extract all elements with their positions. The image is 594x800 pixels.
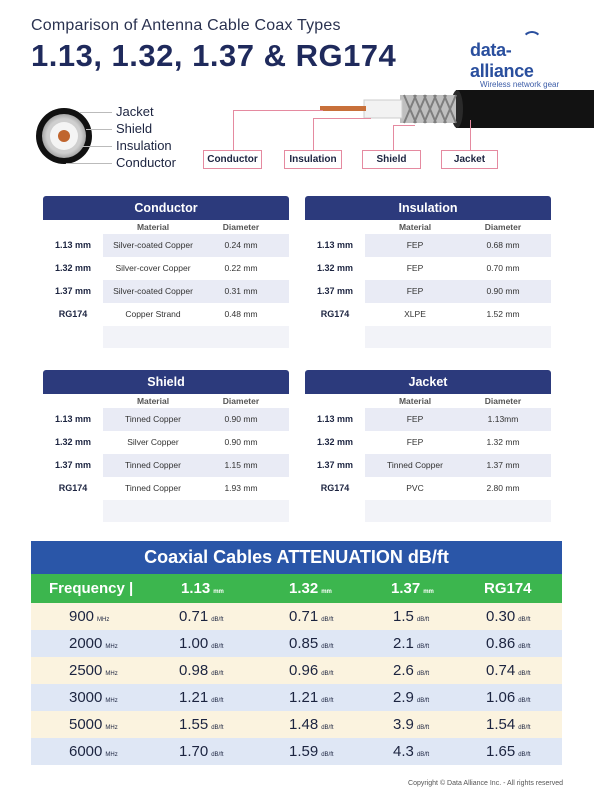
attenuation-value: 1.06 dB/ft [486,689,531,706]
table-row: 1.13 mm Tinned Copper 0.90 mm [43,408,289,431]
attenuation-value: 4.3 dB/ft [393,743,430,760]
brand-logo [470,40,570,89]
callout-shield: Shield [362,150,421,169]
table-row: 1.32 mm FEP 0.70 mm [316,263,520,273]
attenuation-value: 1.48 dB/ft [289,716,334,733]
table-row: 1.13 mm FEP 1.13mm [305,408,551,431]
insulation-table [305,196,551,348]
conductor-table [43,196,289,348]
column-header: 1.37 mm [391,580,434,597]
attenuation-value: 0.74 dB/ft [486,662,531,679]
column-header-diameter: Diameter [222,396,260,406]
attenuation-title: Coaxial Cables ATTENUATION dB/ft [31,541,562,574]
page-title: 1.13, 1.32, 1.37 & RG174 [31,38,397,73]
table-row: 1.37 mm Tinned Copper 1.37 mm [305,454,551,477]
attenuation-value: 0.85 dB/ft [289,635,334,652]
attenuation-value: 0.96 dB/ft [289,662,334,679]
attenuation-value: 1.65 dB/ft [486,743,531,760]
table-title: Conductor [43,196,289,220]
table-row [31,657,562,684]
table-row: 1.13 mm FEP 0.68 mm [305,234,551,257]
column-header: 1.32 mm [289,580,332,597]
table-row: RG174 XLPE 1.52 mm [320,309,520,319]
cable-cross-section-icon [36,108,92,164]
frequency-cell: 2000 MHz [69,635,118,652]
table-row: 1.13 mm Silver-coated Copper 0.24 mm [43,234,289,257]
attenuation-table [31,541,562,769]
column-header-diameter: Diameter [484,222,522,232]
column-header-material: Material [398,222,432,232]
table-title: Insulation [305,196,551,220]
attenuation-value: 2.6 dB/ft [393,662,430,679]
frequency-header: Frequency | [49,580,134,597]
attenuation-value: 1.70 dB/ft [179,743,224,760]
callout-insulation: Insulation [284,150,342,169]
jacket-table [305,370,551,522]
column-header-diameter: Diameter [484,396,522,406]
attenuation-value: 1.54 dB/ft [486,716,531,733]
attenuation-value: 0.30 dB/ft [486,608,531,625]
layer-label-insulation: Insulation [116,138,172,153]
table-row: 1.32 mm FEP 1.32 mm [316,437,520,447]
attenuation-value: 1.00 dB/ft [179,635,224,652]
shield-table [43,370,289,522]
attenuation-value: 0.71 dB/ft [289,608,334,625]
table-title: Shield [43,370,289,394]
attenuation-value: 1.55 dB/ft [179,716,224,733]
attenuation-value: 0.86 dB/ft [486,635,531,652]
frequency-cell: 2500 MHz [69,662,118,679]
table-row: 1.32 mm Silver-cover Copper 0.22 mm [54,263,258,273]
column-header-material: Material [136,222,170,232]
frequency-cell: 5000 MHz [69,716,118,733]
layer-label-shield: Shield [116,121,153,136]
logo-tagline: Wireless network gear [480,80,560,89]
table-row: 1.37 mm Tinned Copper 1.15 mm [43,454,289,477]
frequency-cell: 900 MHz [69,608,110,625]
attenuation-value: 1.5 dB/ft [393,608,430,625]
table-row [31,630,562,657]
table-row: RG174 Copper Strand 0.48 mm [58,309,258,319]
table-row [31,711,562,738]
column-header-material: Material [398,396,432,406]
column-header: 1.13 mm [181,580,224,597]
callout-jacket: Jacket [441,150,498,169]
attenuation-value: 1.59 dB/ft [289,743,334,760]
table-row: RG174 PVC 2.80 mm [320,483,520,493]
layer-label-jacket: Jacket [116,104,154,119]
column-header: RG174 [484,580,532,597]
column-header-material: Material [136,396,170,406]
attenuation-value: 1.21 dB/ft [179,689,224,706]
frequency-cell: 3000 MHz [69,689,118,706]
table-row: 1.37 mm Silver-coated Copper 0.31 mm [43,280,289,303]
attenuation-header-row [31,574,562,603]
table-title: Jacket [305,370,551,394]
attenuation-value: 0.98 dB/ft [179,662,224,679]
logo-name: data-alliance [470,40,534,81]
page-subtitle: Comparison of Antenna Cable Coax Types [31,17,341,34]
footer-copyright: Copyright © Data Alliance Inc. - All rights reserved [408,780,563,787]
table-row: 1.32 mm Silver Copper 0.90 mm [54,437,258,447]
column-header-diameter: Diameter [222,222,260,232]
table-row: 1.37 mm FEP 0.90 mm [305,280,551,303]
table-row [31,603,562,630]
wifi-icon [522,31,542,43]
frequency-cell: 6000 MHz [69,743,118,760]
callout-conductor: Conductor [203,150,262,169]
attenuation-value: 2.1 dB/ft [393,635,430,652]
attenuation-value: 2.9 dB/ft [393,689,430,706]
table-row [31,738,562,765]
table-row: RG174 Tinned Copper 1.93 mm [58,483,258,493]
attenuation-value: 0.71 dB/ft [179,608,224,625]
table-row [31,684,562,711]
attenuation-value: 1.21 dB/ft [289,689,334,706]
cable-side-view-illustration [320,86,594,138]
layer-label-conductor: Conductor [116,155,176,170]
attenuation-value: 3.9 dB/ft [393,716,430,733]
